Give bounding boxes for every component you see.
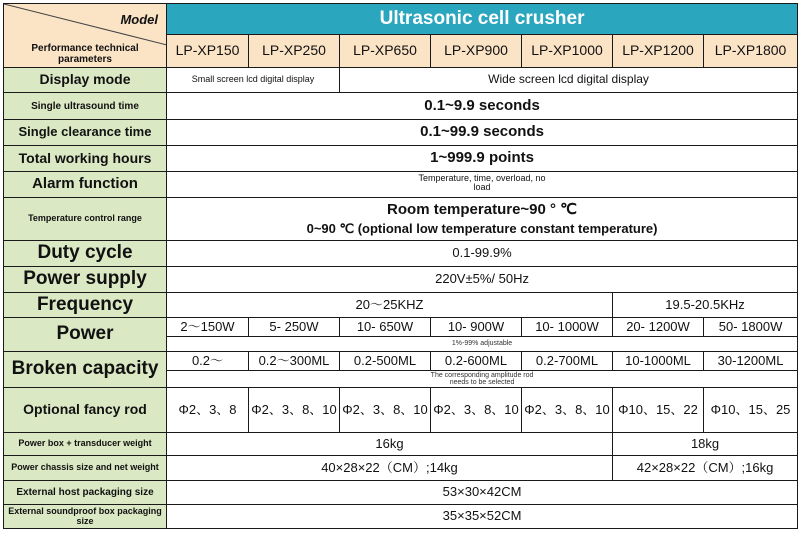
total-working-hours-value: 1~999.9 points <box>167 146 798 172</box>
broken-capacity-value: 30-1200ML <box>704 352 798 371</box>
row-label-power-supply: Power supply <box>4 267 167 293</box>
model-header: LP-XP1800 <box>704 35 798 68</box>
power-note-text: 1%-99% adjustable <box>451 340 513 348</box>
page-title: Ultrasonic cell crusher <box>167 4 798 35</box>
display-mode-wide: Wide screen lcd digital display <box>340 68 798 93</box>
optional-rod-value: Φ10、15、25 <box>704 388 798 433</box>
model-header: LP-XP1200 <box>613 35 704 68</box>
broken-capacity-value: 0.2-700ML <box>522 352 613 371</box>
model-header: LP-XP1000 <box>522 35 613 68</box>
row-label-power: Power <box>4 318 167 352</box>
model-header: LP-XP150 <box>167 35 249 68</box>
optional-rod-value: Φ2、3、8、10 <box>249 388 340 433</box>
model-header: LP-XP900 <box>431 35 522 68</box>
host-packaging-value: 53×30×42CM <box>167 481 798 505</box>
power-value: 10- 1000W <box>522 318 613 337</box>
broken-capacity-value: 10-1000ML <box>613 352 704 371</box>
row-label-chassis-size: Power chassis size and net weight <box>4 456 167 481</box>
temperature-control-value <box>167 198 798 241</box>
duty-cycle-value: 0.1-99.9% <box>167 241 798 267</box>
frequency-value-a: 20～25KHZ <box>167 293 613 318</box>
model-corner-cell <box>4 4 167 68</box>
spec-table <box>3 3 798 529</box>
temperature-line-1: Room temperature~90 ° ℃ <box>387 201 578 219</box>
power-value: 10- 650W <box>340 318 431 337</box>
optional-rod-value: Φ2、3、8、10 <box>340 388 431 433</box>
power-value: 10- 900W <box>431 318 522 337</box>
power-value: 20- 1200W <box>613 318 704 337</box>
chassis-size-b: 42×28×22（CM）;16kg <box>613 456 798 481</box>
power-value: 2～150W <box>167 318 249 337</box>
alarm-function-text: Temperature, time, overload, no load <box>418 172 546 193</box>
row-label-host-packaging: External host packaging size <box>4 481 167 505</box>
optional-rod-value: Φ2、3、8、10 <box>522 388 613 433</box>
power-supply-value: 220V±5%/ 50Hz <box>167 267 798 293</box>
broken-capacity-note <box>167 371 798 388</box>
row-label-single-ultrasound-time: Single ultrasound time <box>4 93 167 120</box>
broken-capacity-value: 0.2～300ML <box>249 352 340 371</box>
row-label-display-mode: Display mode <box>4 68 167 93</box>
power-note <box>167 337 798 352</box>
optional-rod-value: Φ10、15、22 <box>613 388 704 433</box>
single-ultrasound-time-value: 0.1~9.9 seconds <box>167 93 798 120</box>
row-label-total-working-hours: Total working hours <box>4 146 167 172</box>
model-header: LP-XP650 <box>340 35 431 68</box>
row-label-single-clearance-time: Single clearance time <box>4 120 167 146</box>
power-value: 5- 250W <box>249 318 340 337</box>
chassis-size-a: 40×28×22（CM）;14kg <box>167 456 613 481</box>
temperature-line-2: 0~90 ℃ (optional low temperature constant temperature) <box>306 220 658 236</box>
broken-capacity-value: 0.2-500ML <box>340 352 431 371</box>
broken-capacity-note-text: The corresponding amplitude rod needs to be selected <box>430 372 534 386</box>
row-label-broken-capacity: Broken capacity <box>4 352 167 388</box>
single-clearance-time-value: 0.1~99.9 seconds <box>167 120 798 146</box>
row-label-temperature-control: Temperature control range <box>4 198 167 241</box>
power-box-weight-a: 16kg <box>167 433 613 456</box>
row-label-power-box-weight: Power box + transducer weight <box>4 433 167 456</box>
frequency-value-b: 19.5-20.5KHz <box>613 293 798 318</box>
row-label-duty-cycle: Duty cycle <box>4 241 167 267</box>
model-header: LP-XP250 <box>249 35 340 68</box>
row-label-soundproof-packaging: External soundproof box packaging size <box>4 505 167 529</box>
optional-rod-value: Φ2、3、8、10 <box>431 388 522 433</box>
corner-performance-label: Performance technical parameters <box>31 43 139 65</box>
row-label-frequency: Frequency <box>4 293 167 318</box>
broken-capacity-value: 0.2-600ML <box>431 352 522 371</box>
row-label-alarm-function: Alarm function <box>4 172 167 198</box>
corner-model-label: Model <box>120 12 158 27</box>
soundproof-packaging-value: 35×35×52CM <box>167 505 798 529</box>
broken-capacity-value: 0.2～ <box>167 352 249 371</box>
power-box-weight-b: 18kg <box>613 433 798 456</box>
display-mode-small: Small screen lcd digital display <box>167 68 340 93</box>
power-value: 50- 1800W <box>704 318 798 337</box>
row-label-optional-rod: Optional fancy rod <box>4 388 167 433</box>
optional-rod-value: Φ2、3、8 <box>167 388 249 433</box>
alarm-function-value <box>167 172 798 198</box>
